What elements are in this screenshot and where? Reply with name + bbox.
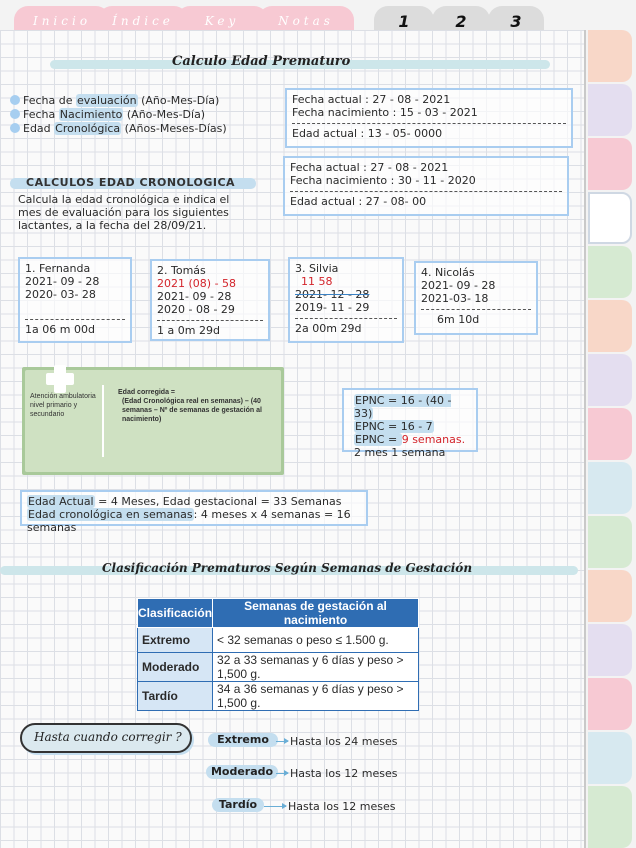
definition-highlight: Cronológica — [55, 122, 121, 135]
epnc-line-1 — [354, 394, 466, 420]
divider — [295, 318, 397, 319]
table-cell: Moderado — [138, 653, 213, 682]
pill-tardio: Tardío — [212, 798, 264, 812]
page-title: Calculo Edad Prematuro — [172, 54, 351, 69]
case-line-strike: 2021- 12 - 28 — [295, 288, 370, 301]
side-tab-8[interactable] — [588, 408, 632, 460]
example-line: Fecha nacimiento : 30 - 11 - 2020 — [290, 174, 476, 187]
tab-indice[interactable]: Índice — [98, 6, 188, 36]
epnc-result-red: 9 semanas. — [401, 433, 466, 446]
age-highlight: Edad cronológica en semanas — [28, 508, 193, 521]
epnc-box — [342, 388, 478, 459]
case-line-red: 11 58 — [301, 275, 333, 288]
case-name: 1. Fernanda — [25, 262, 91, 275]
side-tab-1[interactable] — [588, 30, 632, 82]
classification-title: Clasificación Prematuros Según Semanas de Gestación — [102, 561, 473, 575]
age-line-2 — [27, 508, 361, 534]
cross-icon-horizontal — [46, 373, 74, 385]
definition-text: (Año-Mes-Día) — [123, 108, 206, 121]
divider — [421, 309, 531, 310]
definition-highlight: evaluación — [77, 94, 137, 107]
tab-1[interactable]: 1 — [374, 6, 434, 36]
table-row — [138, 628, 419, 653]
side-tab-14[interactable] — [588, 732, 632, 784]
tab-notas[interactable]: Notas — [258, 6, 354, 36]
corrected-age-card — [22, 367, 284, 475]
case-name: 2. Tomás — [157, 264, 206, 277]
divider — [290, 191, 562, 192]
definitions-list — [10, 94, 280, 135]
case-box-fernanda — [18, 257, 132, 343]
pill-moderado: Moderado — [206, 765, 278, 779]
tab-key[interactable]: Key — [176, 6, 268, 36]
case-line: 2021-03- 18 — [421, 292, 489, 305]
case-box-silvia — [288, 257, 404, 343]
side-tab-5[interactable] — [588, 246, 632, 298]
epnc-text: EPNC = — [355, 433, 401, 446]
card-right-text — [118, 388, 278, 424]
definition-nacimiento — [10, 108, 280, 121]
definition-text: Fecha de — [23, 94, 76, 107]
case-line: 2021- 09 - 28 — [421, 279, 496, 292]
age-line-1 — [27, 495, 361, 508]
table-header: Clasificación — [138, 599, 213, 628]
side-tab-13[interactable] — [588, 678, 632, 730]
table-row — [138, 682, 419, 711]
case-line-red: 2021 (08) - 58 — [157, 277, 237, 290]
section-title: CALCULOS EDAD CRONOLOGICA — [26, 176, 236, 189]
epnc-line-4: 2 mes 1 semana — [354, 446, 446, 459]
example-line: Fecha actual : 27 - 08 - 2021 — [290, 161, 449, 174]
card-divider — [102, 385, 104, 457]
case-line: 2021- 09 - 28 — [25, 275, 100, 288]
question-text: Hasta cuando corregir ? — [34, 730, 182, 744]
side-tab-9[interactable] — [588, 462, 632, 514]
card-formula-title: Edad corregida = — [118, 389, 175, 396]
case-line: 2021- 09 - 28 — [157, 290, 232, 303]
correct-text-tardio: Hasta los 12 meses — [288, 800, 396, 813]
side-tab-4-active[interactable] — [588, 192, 632, 244]
table-cell: < 32 semanas o peso ≤ 1.500 g. — [213, 628, 419, 653]
table-cell: Tardío — [138, 682, 213, 711]
case-line: 2020- 03- 28 — [25, 288, 96, 301]
case-result: 1 a 0m 29d — [157, 324, 220, 337]
card-formula-body: (Edad Cronológica real en semanas) – (40 semanas – Nº de semanas de gestación al nacimiento) — [122, 398, 262, 423]
example-result: Edad actual : 13 - 05- 0000 — [292, 127, 443, 140]
case-result: 2a 00m 29d — [295, 322, 362, 335]
definition-cronologica — [10, 122, 280, 135]
bullet-icon — [10, 109, 20, 119]
side-tab-11[interactable] — [588, 570, 632, 622]
side-tab-12[interactable] — [588, 624, 632, 676]
definition-text: Edad — [23, 122, 55, 135]
card-left-text: Atención ambulatoria nivel primario y secundario — [30, 393, 96, 418]
side-tab-7[interactable] — [588, 354, 632, 406]
arrow-icon — [264, 806, 286, 807]
table-header: Semanas de gestación al nacimiento — [213, 599, 419, 628]
instructions: Calcula la edad cronológica e indica el mes de evaluación para los siguientes lactantes, a la fecha del 28/09/21. — [18, 193, 230, 232]
case-line: 2020 - 08 - 29 — [157, 303, 235, 316]
definition-text: Fecha — [23, 108, 59, 121]
definition-highlight: Nacimiento — [59, 108, 123, 121]
table-row — [138, 653, 419, 682]
age-text: : 4 meses x 4 semanas = 16 semanas — [27, 508, 351, 534]
correct-text-extremo: Hasta los 24 meses — [290, 735, 398, 748]
divider — [157, 320, 263, 321]
arrow-icon — [276, 741, 288, 742]
case-box-nicolas — [414, 261, 538, 335]
example-result: Edad actual : 27 - 08- 00 — [290, 195, 427, 208]
table-cell: 32 a 33 semanas y 6 días y peso > 1,500 g. — [213, 653, 419, 682]
epnc-text: EPNC = 16 - (40 - 33) — [354, 394, 452, 420]
case-box-tomas — [150, 259, 270, 341]
case-result: 6m 10d — [437, 313, 480, 326]
arrow-icon — [276, 773, 288, 774]
tab-2[interactable]: 2 — [432, 6, 490, 36]
case-line: 2019- 11 - 29 — [295, 301, 370, 314]
epnc-line-3 — [354, 433, 466, 446]
bullet-icon — [10, 95, 20, 105]
table-cell: 34 a 36 semanas y 6 días y peso > 1,500 g. — [213, 682, 419, 711]
age-highlight: Edad Actual — [28, 495, 94, 508]
side-tab-15[interactable] — [588, 786, 632, 848]
case-name: 4. Nicolás — [421, 266, 475, 279]
bullet-icon — [10, 123, 20, 133]
example-box-1 — [285, 88, 573, 148]
table-cell: Extremo — [138, 628, 213, 653]
tab-inicio[interactable]: Inicio — [14, 6, 110, 36]
epnc-line-2 — [354, 420, 466, 433]
age-text: = 4 Meses, Edad gestacional = 33 Semanas — [94, 495, 342, 508]
side-tab-2[interactable] — [588, 84, 632, 136]
case-result: 1a 06 m 00d — [25, 323, 95, 336]
definition-evaluacion — [10, 94, 280, 107]
age-box — [20, 490, 368, 534]
definition-text: (Año-Mes-Día) — [137, 94, 220, 107]
correct-text-moderado: Hasta los 12 meses — [290, 767, 398, 780]
side-tab-10[interactable] — [588, 516, 632, 568]
tab-3[interactable]: 3 — [488, 6, 544, 36]
example-line: Fecha nacimiento : 15 - 03 - 2021 — [292, 106, 478, 119]
side-tab-3[interactable] — [588, 138, 632, 190]
definition-text: (Años-Meses-Días) — [121, 122, 227, 135]
pill-extremo: Extremo — [208, 733, 278, 747]
classification-table — [137, 598, 419, 711]
example-box-2 — [283, 156, 569, 216]
example-line: Fecha actual : 27 - 08 - 2021 — [292, 93, 451, 106]
table-header-row — [138, 599, 419, 628]
divider — [292, 123, 566, 124]
divider — [25, 319, 125, 320]
case-name: 3. Silvia — [295, 262, 339, 275]
side-tab-6[interactable] — [588, 300, 632, 352]
epnc-text: EPNC = 16 - 7 — [355, 420, 433, 433]
